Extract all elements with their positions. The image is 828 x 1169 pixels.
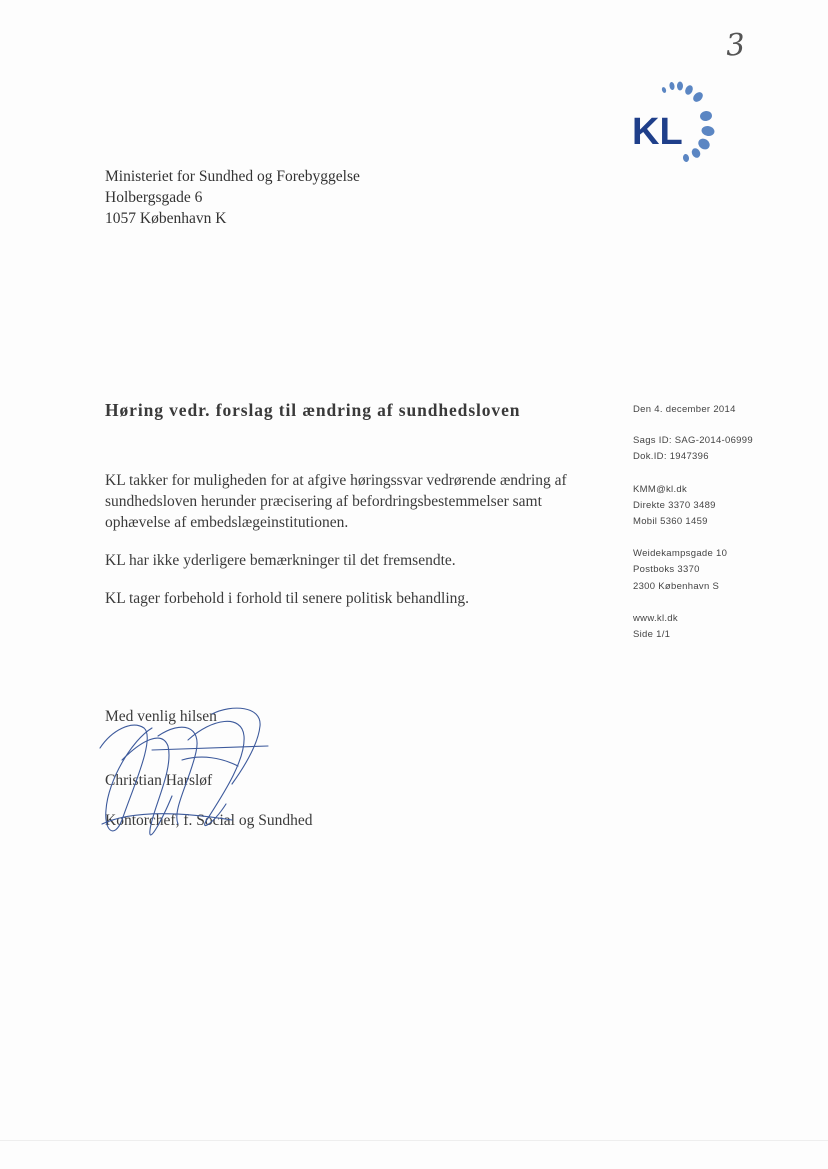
greeting: Med venlig hilsen xyxy=(105,708,217,725)
po-box: Postboks 3370 xyxy=(633,564,700,576)
mobile-phone: Mobil 5360 1459 xyxy=(633,516,708,528)
scan-edge xyxy=(0,1140,828,1141)
contact-info xyxy=(633,482,753,531)
email: KMM@kl.dk xyxy=(633,483,688,495)
signer-name: Christian Harsløf xyxy=(105,772,213,789)
sender-address xyxy=(633,546,753,595)
document-id: Dok.ID: 1947396 xyxy=(633,451,709,463)
website: www.kl.dk xyxy=(633,612,678,624)
recipient-line: 1057 København K xyxy=(105,210,227,227)
letter-date: Den 4. december 2014 xyxy=(633,404,736,415)
recipient-line: Holbergsgade 6 xyxy=(105,189,203,206)
recipient-line: Ministeriet for Sundhed og Forebyggelse xyxy=(105,168,360,185)
page-number: Side 1/1 xyxy=(633,629,671,641)
kl-logo xyxy=(628,78,728,168)
street: Weidekampsgade 10 xyxy=(633,548,728,560)
direct-phone: Direkte 3370 3489 xyxy=(633,499,716,511)
letter-title: Høring vedr. forslag til ændring af sundhedsloven xyxy=(105,400,521,420)
letter-body xyxy=(105,470,605,626)
sender-info-column xyxy=(633,402,753,659)
body-paragraph: KL takker for muligheden for at afgive høringssvar vedrørende ændring af sundhedsloven herunder præcisering af befordringsbestemmelser samt ophævelse af embedslægeinstitutionen. xyxy=(105,472,567,531)
web-and-page xyxy=(633,611,753,643)
logo-text: KL xyxy=(632,111,683,153)
case-id: Sags ID: SAG-2014-06999 xyxy=(633,435,753,447)
body-paragraph: KL har ikke yderligere bemærkninger til det fremsendte. xyxy=(105,552,456,569)
handwritten-page-number: 3 xyxy=(724,27,747,64)
recipient-address xyxy=(105,166,360,229)
case-reference xyxy=(633,433,753,465)
handwritten-signature xyxy=(92,700,282,850)
body-paragraph: KL tager forbehold i forhold til senere politisk behandling. xyxy=(105,590,470,607)
signer-role: Kontorchef, f. Social og Sundhed xyxy=(105,812,313,829)
city: 2300 København S xyxy=(633,580,720,592)
